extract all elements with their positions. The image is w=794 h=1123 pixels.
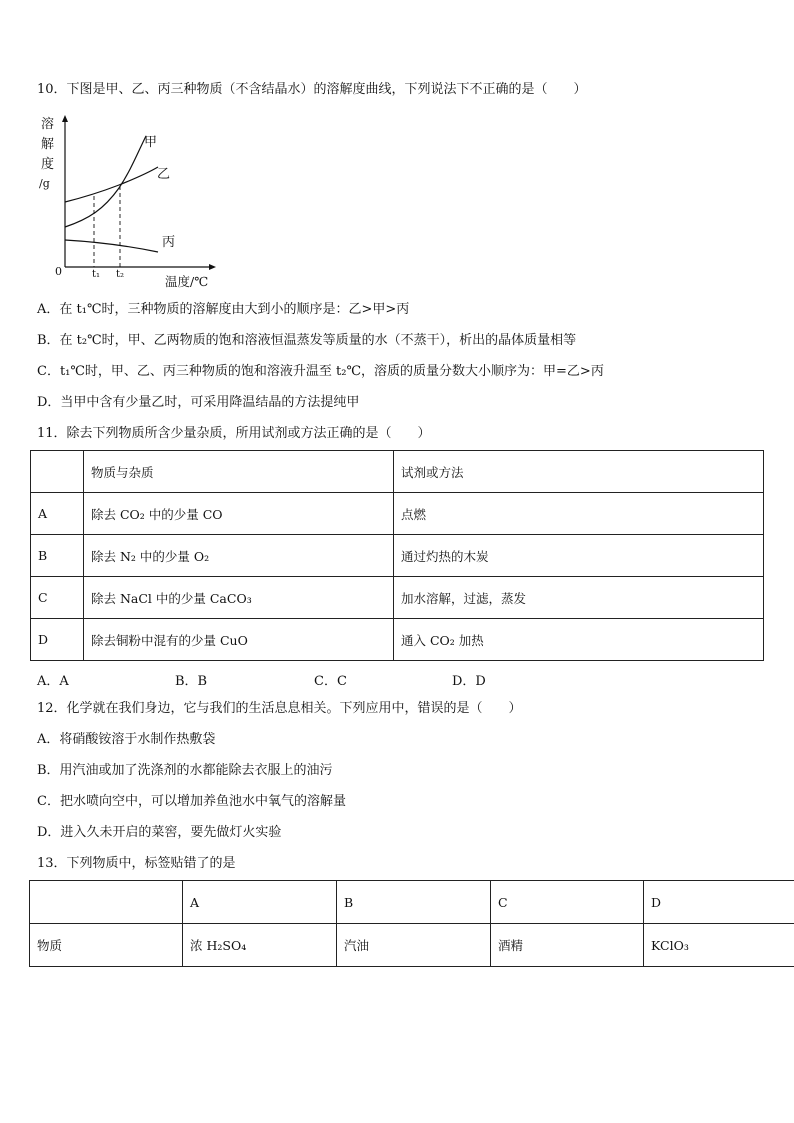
table-row: [31, 577, 764, 619]
table-cell: 除去 NaCl 中的少量 CaCO₃: [84, 577, 394, 619]
q11-choice-c: C．C: [314, 674, 347, 689]
table-cell: 通入 CO₂ 加热: [394, 619, 764, 661]
curve-label-jia: 甲: [144, 135, 158, 150]
header-cell: C: [491, 881, 644, 924]
origin-label: 0: [55, 265, 62, 278]
curve-jia: [65, 136, 146, 227]
y-label-2: 解: [41, 137, 55, 152]
header-cell: [30, 881, 183, 924]
curve-label-bing: 丙: [162, 235, 176, 250]
header-cell: A: [183, 881, 337, 924]
q12-option-d: D．进入久未开启的菜窖，要先做灯火实验: [37, 825, 282, 840]
table-cell: 酒精: [491, 924, 644, 967]
header-cell: B: [337, 881, 491, 924]
q11-stem: 11．除去下列物质所含少量杂质，所用试剂或方法正确的是（ ）: [37, 426, 431, 441]
tick-t1: t₁: [92, 269, 101, 280]
table-header-row: [31, 451, 764, 493]
q11-choice-b: B．B: [175, 674, 208, 689]
header-cell: [31, 451, 84, 493]
table-row: [31, 493, 764, 535]
y-axis-arrow: [62, 115, 68, 122]
row-label: B: [31, 535, 84, 577]
q11-choice-d: D．D: [452, 674, 486, 689]
solubility-curve-graph: [34, 112, 224, 290]
q10-stem: 10．下图是甲、乙、丙三种物质（不含结晶水）的溶解度曲线，下列说法下不正确的是（ ）: [37, 82, 587, 97]
q13-stem: 13．下列物质中，标签贴错了的是: [37, 856, 236, 871]
header-cell: 物质与杂质: [84, 451, 394, 493]
q10-option-b: B．在 t₂℃时，甲、乙两物质的饱和溶液恒温蒸发等质量的水（不蒸干），析出的晶体质量相等: [37, 333, 577, 348]
table-cell: 除去铜粉中混有的少量 CuO: [84, 619, 394, 661]
header-cell: D: [644, 881, 794, 924]
q13-table: [29, 880, 794, 967]
table-cell: 除去 N₂ 中的少量 O₂: [84, 535, 394, 577]
tick-t2: t₂: [116, 269, 125, 280]
q10-option-c: C．t₁℃时，甲、乙、丙三种物质的饱和溶液升温至 t₂℃，溶质的质量分数大小顺序为：甲=乙>丙: [37, 364, 604, 379]
x-axis-arrow: [209, 264, 216, 270]
header-cell: 试剂或方法: [394, 451, 764, 493]
q11-table: [30, 450, 764, 661]
row-label: D: [31, 619, 84, 661]
table-row: [30, 924, 794, 967]
q10-option-a: A．在 t₁℃时，三种物质的溶解度由大到小的顺序是：乙>甲>丙: [37, 302, 410, 317]
table-row: [31, 535, 764, 577]
table-cell: 浓 H₂SO₄: [183, 924, 337, 967]
table-cell: 通过灼热的木炭: [394, 535, 764, 577]
row-label: C: [31, 577, 84, 619]
y-label-1: 溶: [41, 117, 55, 132]
q10-option-d: D．当甲中含有少量乙时，可采用降温结晶的方法提纯甲: [37, 395, 360, 410]
table-cell: 汽油: [337, 924, 491, 967]
curve-label-yi: 乙: [157, 167, 171, 182]
q12-option-a: A．将硝酸铵溶于水制作热敷袋: [37, 732, 216, 747]
table-cell: KClO₃: [644, 924, 794, 967]
q11-choices: [37, 670, 537, 689]
y-label-4: /g: [39, 177, 50, 190]
q11-choice-a: A．A: [37, 674, 69, 689]
q12-stem: 12．化学就在我们身边，它与我们的生活息息相关。下列应用中，错误的是（ ）: [37, 701, 522, 716]
row-label: 物质: [30, 924, 183, 967]
q12-option-c: C．把水喷向空中，可以增加养鱼池水中氧气的溶解量: [37, 794, 346, 809]
table-row: [31, 619, 764, 661]
table-cell: 点燃: [394, 493, 764, 535]
table-header-row: [30, 881, 794, 924]
row-label: A: [31, 493, 84, 535]
table-cell: 除去 CO₂ 中的少量 CO: [84, 493, 394, 535]
x-axis-label: 温度/℃: [165, 274, 209, 289]
y-label-3: 度: [41, 157, 55, 172]
curve-bing: [65, 240, 158, 252]
q12-option-b: B．用汽油或加了洗涤剂的水都能除去衣服上的油污: [37, 763, 333, 778]
table-cell: 加水溶解，过滤，蒸发: [394, 577, 764, 619]
